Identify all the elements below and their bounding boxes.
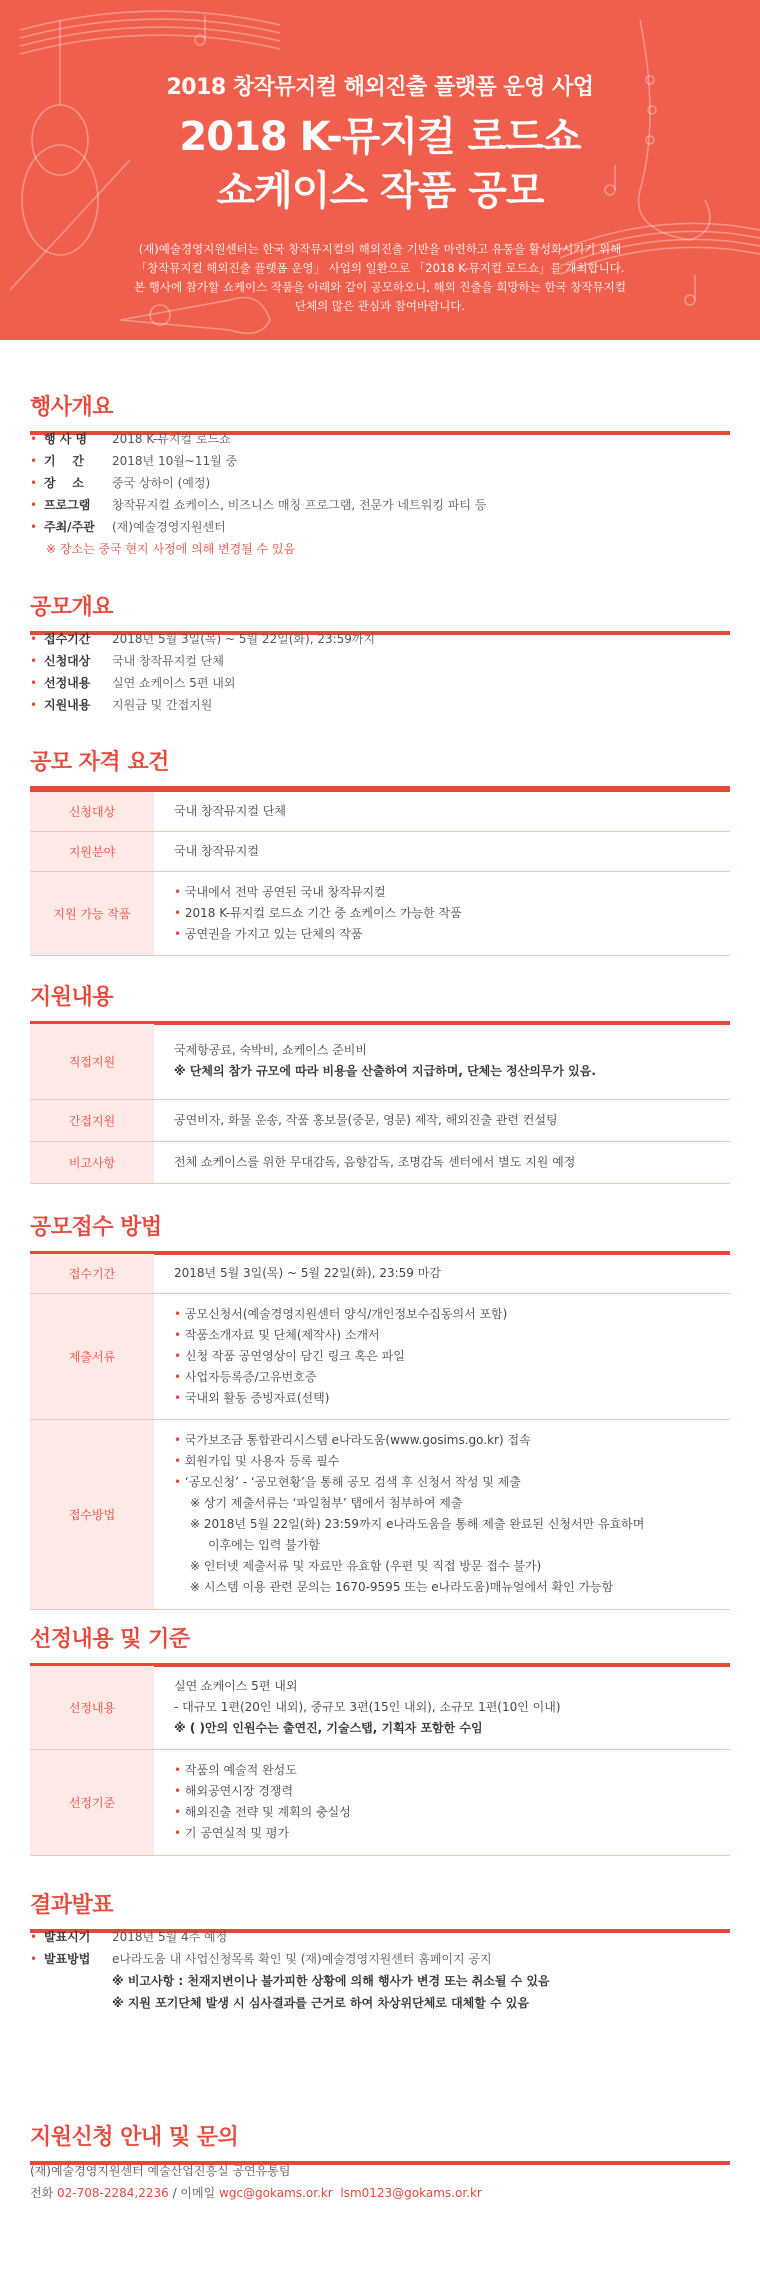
list-item: • 접수기간 2018년 5월 3일(목) ~ 5월 22일(화), 23:59까지	[30, 632, 376, 646]
table-cell: 공연비자, 화물 운송, 작품 홍보물(중문, 영문) 제작, 해외진출 관련 컨설팅	[154, 1099, 730, 1141]
support-table	[30, 1022, 730, 1184]
table-header-cell: 직접지원	[30, 1023, 154, 1099]
method-table	[30, 1252, 730, 1610]
section-title-selection: 선정내용 및 기준	[30, 1622, 730, 1667]
section-title-contact: 지원신청 안내 및 문의	[30, 2120, 730, 2165]
list-item: • 발표방법 e나라도움 내 사업신청목록 확인 및 (재)예술경영지원센터 홈페이지 공지	[30, 1952, 492, 1966]
table-cell: • 국내에서 전막 공연된 국내 창작뮤지컬 • 2018 K-뮤지컬 로드쇼 기간 중 쇼케이스 가능한 작품 • 공연권을 가지고 있는 단체의 작품	[154, 871, 730, 955]
table-header-cell: 간접지원	[30, 1099, 154, 1141]
table-cell: • 공모신청서(예술경영지원센터 양식/개인정보수집동의서 포함) • 작품소개자료 및 단체(제작사) 소개서 • 신청 작품 공연영상이 담긴 링크 혹은 파일 • 사업자등록증/고유번호증 • 국내외 활동 증빙자료(선택)	[154, 1293, 730, 1419]
table-cell: 실연 쇼케이스 5편 내외 - 대규모 1편(20인 내외), 중규모 3편(15인 내외), 소규모 1편(10인 이내) ※ ( )안의 인원수는 출연진, 기술스탭, 기획자 포함한 수임	[154, 1665, 730, 1749]
overview-list	[30, 428, 486, 560]
section-title-eligibility: 공모 자격 요건	[30, 745, 730, 790]
contact-phone[interactable]: 02-708-2284,2236	[57, 2186, 169, 2200]
list-item: • 기 간 2018년 10월~11월 중	[30, 454, 238, 468]
table-cell: 전체 쇼케이스를 위한 무대감독, 음향감독, 조명감독 센터에서 별도 지원 예정	[154, 1141, 730, 1183]
header-title-line-1: 2018 K-뮤지컬 로드쇼	[179, 114, 581, 160]
table-cell: 국내 창작뮤지컬	[154, 831, 730, 871]
list-item: • 프로그램 창작뮤지컬 쇼케이스, 비즈니스 매칭 프로그램, 전문가 네트워킹 파티 등	[30, 498, 487, 512]
section-title-support: 지원내용	[30, 980, 730, 1025]
table-row	[30, 1023, 730, 1099]
overview-note: ※ 장소는 중국 현지 사정에 의해 변경될 수 있음	[46, 542, 296, 556]
eligibility-table	[30, 790, 730, 956]
table-row	[30, 831, 730, 871]
table-row	[30, 871, 730, 955]
intro-line: 본 행사에 참가할 쇼케이스 작품을 아래와 같이 공모하오니, 해외 진출을 희망하는 한국 창작뮤지컬	[134, 280, 626, 294]
table-header-cell: 제출서류	[30, 1293, 154, 1419]
list-item: • 지원내용 지원금 및 간접지원	[30, 698, 213, 712]
list-item: • 주최/주관 (재)예술경영지원센터	[30, 520, 226, 534]
table-header-cell: 접수기간	[30, 1253, 154, 1293]
table-row	[30, 1749, 730, 1855]
table-header-cell: 선정기준	[30, 1749, 154, 1855]
table-header-cell: 지원분야	[30, 831, 154, 871]
table-row	[30, 1419, 730, 1609]
contact-phone-label: 전화	[30, 2186, 54, 2200]
table-row	[30, 1099, 730, 1141]
intro-line: 「창작뮤지컬 해외진출 플랫폼 운영」 사업의 일환으로 「2018 K-뮤지컬 로드쇼」를 개최합니다.	[135, 261, 625, 275]
list-item: • 발표시기 2018년 5월 4주 예정	[30, 1930, 228, 1944]
table-cell: 국내 창작뮤지컬 단체	[154, 791, 730, 831]
header-title-line-2: 쇼케이스 작품 공모	[216, 168, 544, 214]
table-cell: • 국가보조금 통합관리시스템 e나라도움(www.gosims.go.kr) 접속 • 회원가입 및 사용자 등록 필수 • ‘공모신청’ - ‘공모현황’을 통해 공모 검색 후 신청서 작성 및 제출 ※ 상기 제출서류는 ‘파일첨부’ 탭에서 첨부하여 제출 ※ 2018년 5월 22일(화) 23:59까지 e나라도움을 통해 제출 완료된 신청서만 유효하며 이후에는 입력 불가함 ※ 인터넷 제출서류 및 자료만 유효함 (우편 및 직접 방문 접수 불가) ※ 시스템 이용 관련 문의는 1670-9595 또는 e나라도움)매뉴얼에서 확인 가능함	[154, 1419, 730, 1609]
section-title-result: 결과발표	[30, 1888, 730, 1933]
list-item: ※ 지원 포기단체 발생 시 심사결과를 근거로 하여 차상위단체로 대체할 수 있음	[112, 1996, 529, 2010]
section-title-method: 공모접수 방법	[30, 1210, 730, 1255]
table-row	[30, 1665, 730, 1749]
table-cell: • 작품의 예술적 완성도 • 해외공연시장 경쟁력 • 해외진출 전략 및 계획의 충실성 • 기 공연실적 및 평가	[154, 1749, 730, 1855]
table-row	[30, 1141, 730, 1183]
table-header-cell: 비고사항	[30, 1141, 154, 1183]
table-row	[30, 1253, 730, 1293]
selection-table	[30, 1664, 730, 1856]
header-banner	[0, 0, 760, 340]
section-title-call: 공모개요	[30, 590, 730, 635]
contact-info	[30, 2160, 482, 2204]
table-header-cell: 선정내용	[30, 1665, 154, 1749]
table-header-cell: 지원 가능 작품	[30, 871, 154, 955]
contact-org: (재)예술경영지원센터 예술산업진흥실 공연유통팀	[30, 2164, 291, 2178]
result-list	[30, 1926, 550, 2014]
contact-email[interactable]: wgc@gokams.or.kr lsm0123@gokams.or.kr	[219, 2186, 482, 2200]
header-subtitle: 2018 창작뮤지컬 해외진출 플랫폼 운영 사업	[166, 75, 594, 100]
table-header-cell: 신청대상	[30, 791, 154, 831]
list-item: • 신청대상 국내 창작뮤지컬 단체	[30, 654, 224, 668]
call-list	[30, 628, 375, 716]
table-header-cell: 접수방법	[30, 1419, 154, 1609]
intro-line: 단체의 많은 관심과 참여바랍니다.	[294, 299, 466, 313]
contact-email-label: / 이메일	[168, 2186, 220, 2200]
contact-line	[30, 2182, 482, 2204]
header-title	[0, 110, 760, 218]
section-title-overview: 행사개요	[30, 390, 730, 435]
table-row	[30, 1293, 730, 1419]
list-item: • 장 소 중국 상하이 (예정)	[30, 476, 211, 490]
list-item: • 선정내용 실연 쇼케이스 5편 내외	[30, 676, 236, 690]
list-item: • 행 사 명 2018 K-뮤지컬 로드쇼	[30, 432, 231, 446]
header-intro	[110, 240, 650, 316]
table-cell: 국제항공료, 숙박비, 쇼케이스 준비비 ※ 단체의 참가 규모에 따라 비용을 산출하여 지급하며, 단체는 정산의무가 있음.	[154, 1023, 730, 1099]
table-cell: 2018년 5월 3일(목) ~ 5월 22일(화), 23:59 마감	[154, 1253, 730, 1293]
intro-line: (재)예술경영지원센터는 한국 창작뮤지컬의 해외진출 기반을 마련하고 유통을 활성화시키기 위해	[138, 242, 622, 256]
table-row	[30, 791, 730, 831]
list-item: ※ 비고사항 : 천재지변이나 불가피한 상황에 의해 행사가 변경 또는 취소될 수 있음	[112, 1974, 550, 1988]
